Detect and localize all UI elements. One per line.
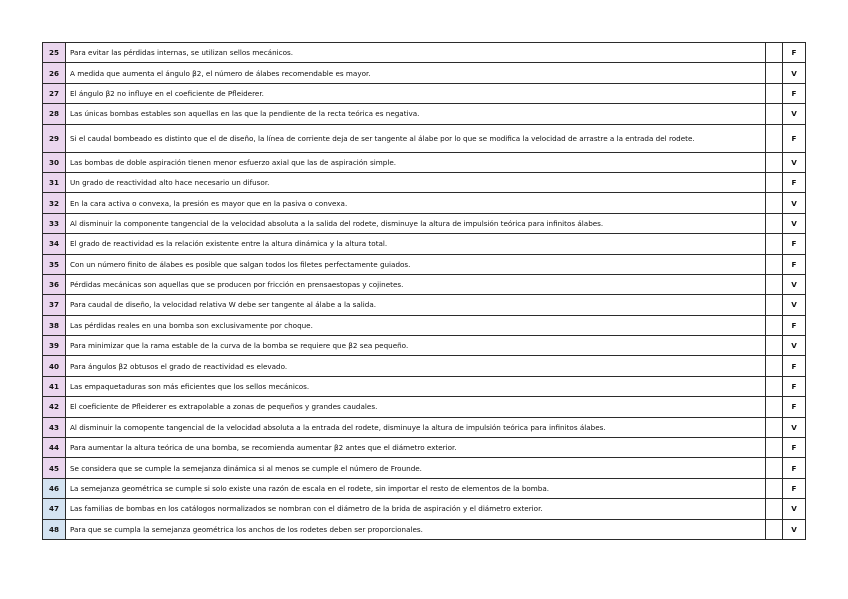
row-number: 25 (43, 43, 66, 63)
answer-blank-cell (766, 234, 783, 254)
row-number: 42 (43, 397, 66, 417)
row-answer: F (783, 478, 806, 498)
table-row (43, 63, 806, 83)
table-row (43, 152, 806, 172)
answer-blank-cell (766, 519, 783, 539)
row-statement: Al disminuir la comopente tangencial de la velocidad absoluta a la entrada del rodete, disminuye la altura de impulsión teórica para infinitos álabes. (66, 417, 766, 437)
row-number: 33 (43, 213, 66, 233)
questions-body (43, 43, 806, 540)
answer-blank-cell (766, 356, 783, 376)
row-answer: V (783, 295, 806, 315)
table-row (43, 397, 806, 417)
row-statement: Las familias de bombas en los catálogos normalizados se nombran con el diámetro de la brida de aspiración y el diámetro exterior. (66, 499, 766, 519)
answer-blank-cell (766, 83, 783, 103)
table-row (43, 336, 806, 356)
table-row (43, 438, 806, 458)
row-number: 30 (43, 152, 66, 172)
row-answer: F (783, 254, 806, 274)
answer-blank-cell (766, 43, 783, 63)
table-row (43, 458, 806, 478)
row-statement: Un grado de reactividad alto hace necesario un difusor. (66, 172, 766, 192)
answer-blank-cell (766, 458, 783, 478)
row-answer: V (783, 213, 806, 233)
row-statement: Se considera que se cumple la semejanza dinámica si al menos se cumple el número de Frounde. (66, 458, 766, 478)
row-statement: Al disminuir la componente tangencial de la velocidad absoluta a la salida del rodete, disminuye la altura de impulsión teórica para infinitos álabes. (66, 213, 766, 233)
table-row (43, 104, 806, 124)
answer-blank-cell (766, 315, 783, 335)
table-row (43, 315, 806, 335)
table-row (43, 193, 806, 213)
row-answer: V (783, 274, 806, 294)
row-answer: F (783, 83, 806, 103)
questions-table (42, 42, 806, 540)
answer-blank-cell (766, 295, 783, 315)
row-answer: F (783, 234, 806, 254)
table-row (43, 519, 806, 539)
row-statement: A medida que aumenta el ángulo β2, el número de álabes recomendable es mayor. (66, 63, 766, 83)
answer-blank-cell (766, 172, 783, 192)
row-answer: F (783, 376, 806, 396)
row-statement: Para evitar las pérdidas internas, se utilizan sellos mecánicos. (66, 43, 766, 63)
row-statement: El ángulo β2 no influye en el coeficiente de Pfleiderer. (66, 83, 766, 103)
row-answer: V (783, 104, 806, 124)
row-number: 34 (43, 234, 66, 254)
table-row (43, 234, 806, 254)
row-statement: Para aumentar la altura teórica de una bomba, se recomienda aumentar β2 antes que el diámetro exterior. (66, 438, 766, 458)
answer-blank-cell (766, 274, 783, 294)
row-answer: V (783, 417, 806, 437)
row-number: 29 (43, 124, 66, 152)
row-number: 31 (43, 172, 66, 192)
row-number: 46 (43, 478, 66, 498)
row-answer: V (783, 336, 806, 356)
row-statement: Para que se cumpla la semejanza geométrica los anchos de los rodetes deben ser proporcionales. (66, 519, 766, 539)
answer-blank-cell (766, 438, 783, 458)
row-number: 47 (43, 499, 66, 519)
row-answer: F (783, 172, 806, 192)
row-number: 39 (43, 336, 66, 356)
row-number: 38 (43, 315, 66, 335)
answer-blank-cell (766, 417, 783, 437)
table-row (43, 478, 806, 498)
answer-blank-cell (766, 336, 783, 356)
row-number: 26 (43, 63, 66, 83)
answer-blank-cell (766, 213, 783, 233)
table-row (43, 499, 806, 519)
table-row (43, 376, 806, 396)
row-number: 44 (43, 438, 66, 458)
row-number: 32 (43, 193, 66, 213)
row-number: 43 (43, 417, 66, 437)
answer-blank-cell (766, 397, 783, 417)
row-number: 40 (43, 356, 66, 376)
table-row (43, 295, 806, 315)
row-number: 27 (43, 83, 66, 103)
table-row (43, 43, 806, 63)
row-answer: F (783, 438, 806, 458)
row-statement: Para caudal de diseño, la velocidad relativa W debe ser tangente al álabe a la salida. (66, 295, 766, 315)
row-number: 41 (43, 376, 66, 396)
table-row (43, 417, 806, 437)
row-answer: F (783, 315, 806, 335)
row-number: 35 (43, 254, 66, 274)
table-row (43, 254, 806, 274)
row-answer: V (783, 63, 806, 83)
row-answer: F (783, 458, 806, 478)
row-statement: En la cara activa o convexa, la presión es mayor que en la pasiva o convexa. (66, 193, 766, 213)
row-answer: V (783, 519, 806, 539)
row-answer: F (783, 356, 806, 376)
row-answer: V (783, 193, 806, 213)
row-number: 37 (43, 295, 66, 315)
table-row (43, 213, 806, 233)
table-row (43, 356, 806, 376)
row-answer: V (783, 152, 806, 172)
row-number: 36 (43, 274, 66, 294)
answer-blank-cell (766, 63, 783, 83)
row-answer: V (783, 499, 806, 519)
answer-blank-cell (766, 478, 783, 498)
row-statement: El grado de reactividad es la relación existente entre la altura dinámica y la altura total. (66, 234, 766, 254)
row-answer: F (783, 124, 806, 152)
row-statement: Pérdidas mecánicas son aquellas que se producen por fricción en prensaestopas y cojinetes. (66, 274, 766, 294)
table-row (43, 83, 806, 103)
table-row (43, 172, 806, 192)
row-statement: Las bombas de doble aspiración tienen menor esfuerzo axial que las de aspiración simple. (66, 152, 766, 172)
answer-blank-cell (766, 152, 783, 172)
row-statement: El coeficiente de Pfleiderer es extrapolable a zonas de pequeños y grandes caudales. (66, 397, 766, 417)
row-number: 28 (43, 104, 66, 124)
row-answer: F (783, 43, 806, 63)
answer-blank-cell (766, 104, 783, 124)
row-statement: Para minimizar que la rama estable de la curva de la bomba se requiere que β2 sea pequeño. (66, 336, 766, 356)
answer-blank-cell (766, 376, 783, 396)
row-statement: Las empaquetaduras son más eficientes que los sellos mecánicos. (66, 376, 766, 396)
table-row (43, 274, 806, 294)
row-number: 48 (43, 519, 66, 539)
answer-blank-cell (766, 499, 783, 519)
answer-blank-cell (766, 254, 783, 274)
answer-blank-cell (766, 124, 783, 152)
row-statement: Las pérdidas reales en una bomba son exclusivamente por choque. (66, 315, 766, 335)
answer-blank-cell (766, 193, 783, 213)
table-row (43, 124, 806, 152)
row-number: 45 (43, 458, 66, 478)
row-statement: Las únicas bombas estables son aquellas en las que la pendiente de la recta teórica es negativa. (66, 104, 766, 124)
row-statement: La semejanza geométrica se cumple si solo existe una razón de escala en el rodete, sin importar el resto de elementos de la bomba. (66, 478, 766, 498)
row-statement: Con un número finito de álabes es posible que salgan todos los filetes perfectamente guiados. (66, 254, 766, 274)
row-statement: Para ángulos β2 obtusos el grado de reactividad es elevado. (66, 356, 766, 376)
row-answer: F (783, 397, 806, 417)
row-statement: Si el caudal bombeado es distinto que el de diseño, la línea de corriente deja de ser tangente al álabe por lo que se modifica la velocidad de arrastre a la entrada del rodete. (66, 124, 766, 152)
